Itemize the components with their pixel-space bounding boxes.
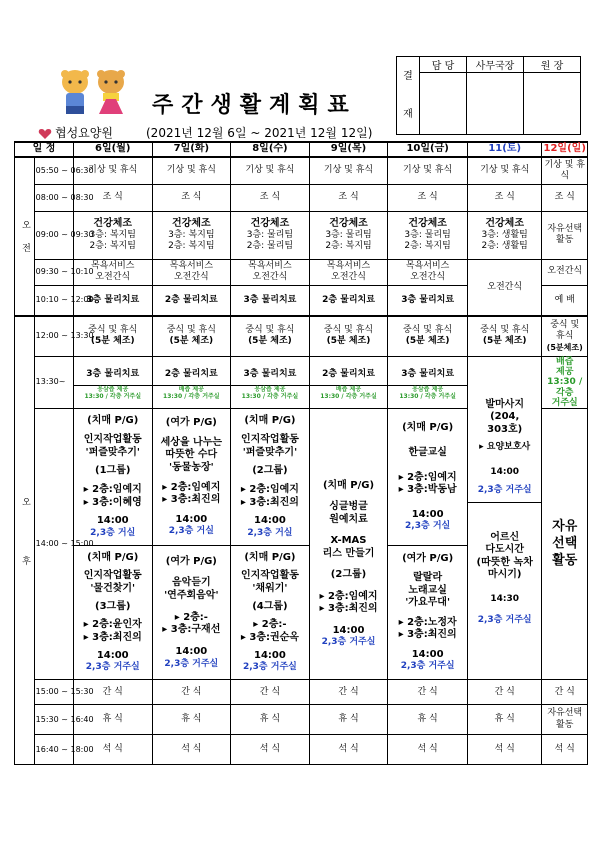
approval-col-manager: 사무국장 — [467, 57, 524, 73]
cell-line: 3층: 물리팀 — [246, 230, 294, 240]
cell-line: 각층 — [556, 387, 574, 398]
cell-line: ▸ 3층:최진의 — [319, 603, 378, 615]
cell: 조 식 — [542, 184, 588, 211]
cell-line: 2,3층 거주실 — [85, 662, 140, 673]
approval-col-staff: 담 당 — [420, 57, 467, 73]
cell: 오전간식 — [542, 259, 588, 285]
time-slot: 16:40 ~ 18:00 — [34, 735, 73, 765]
cell: 간 식 — [467, 680, 541, 705]
cell-line: 13:30 / 각층 거주실 — [163, 393, 220, 401]
cell — [542, 211, 588, 259]
cell-line: 목욕서비스 — [326, 260, 371, 271]
cell-line: ▸ 3층:최진의 — [162, 494, 221, 506]
time-slot: 13:30~ — [34, 356, 73, 409]
time-slot: 15:30 ~ 16:40 — [34, 705, 73, 735]
cell-line: 다도시간 — [485, 544, 524, 556]
cell-line: 3층: 물리팀 — [404, 230, 451, 240]
cell: 조 식 — [467, 184, 541, 211]
cell: 기상 및 휴식 — [388, 157, 468, 184]
cell — [467, 316, 541, 356]
cell-line: 3층: 생활팀 — [481, 230, 528, 240]
cell-line: ▸ 요양보호사 — [479, 442, 531, 453]
cell: 석 식 — [388, 735, 468, 765]
cell-line: 거주실 — [551, 397, 578, 408]
cell-line: 2,3층 거주실 — [400, 661, 455, 672]
cell-line: (5분 체조) — [248, 336, 292, 347]
col-header-mon: 6일(월) — [73, 142, 152, 157]
col-header-wed: 8일(수) — [231, 142, 310, 157]
cell-line: 인지작업활동 — [240, 570, 299, 582]
cell — [231, 211, 310, 259]
cell — [542, 409, 588, 680]
col-header-thu: 9일(목) — [309, 142, 388, 157]
cell-line: 중식 및 — [550, 320, 580, 330]
cell: 간 식 — [542, 680, 588, 705]
cell-line: 2층: 복지팀 — [168, 241, 215, 252]
cell-line: 건강체조 — [250, 217, 290, 229]
cell: 간 식 — [309, 680, 388, 705]
cell-line: '채워기' — [252, 582, 288, 594]
cell-line: 303호) — [487, 423, 523, 435]
cell-line: 랄랄라 — [413, 572, 443, 584]
cell-line: ▸ 2층:윤인자 — [83, 619, 142, 631]
cell-line: 따뜻한 수다 — [165, 449, 218, 461]
cell-line: 응삼즙 제공 — [97, 385, 129, 393]
time-slot: 09:00 ~ 09:30 — [34, 211, 73, 259]
cell — [152, 316, 231, 356]
cell — [542, 316, 588, 356]
cell-line: (치매 P/G) — [244, 415, 296, 427]
cell-line: 3층: 복지팀 — [89, 230, 136, 240]
cell-line: 14:00 — [96, 649, 129, 661]
cell: 조 식 — [231, 184, 310, 211]
cell: 간 식 — [73, 680, 152, 705]
cell-line: (204, — [490, 411, 520, 423]
cell-line: 활동 — [552, 552, 578, 568]
cell-line: 2,3층 거주실 — [477, 614, 532, 625]
cell-line: 목욕서비스 — [248, 260, 292, 271]
cell-line: (여가 P/G) — [165, 416, 217, 428]
cell — [231, 356, 310, 409]
cell-line: ▸ 3층:권순옥 — [240, 631, 299, 643]
col-header-fri: 10일(금) — [388, 142, 468, 157]
cell-line: 싱글벙글 — [329, 501, 368, 513]
cell-line: 중식 및 휴식 — [88, 325, 138, 335]
cell-line: '가요무대' — [405, 597, 451, 609]
cell — [388, 316, 468, 356]
cell-line: 오전간식 — [252, 272, 288, 282]
cell-line: 14:00 — [254, 649, 286, 661]
cell-line: (2그룹) — [330, 569, 367, 581]
signature-box-director — [524, 73, 581, 135]
cell-line: 2층 물리치료 — [153, 364, 231, 386]
cell: 휴 식 — [73, 705, 152, 735]
time-slot: 14:00 ~ 15:00 — [34, 409, 73, 680]
cell-line: (5분체조) — [546, 342, 583, 352]
cell: 휴 식 — [152, 705, 231, 735]
cell-line: 활동 — [556, 235, 574, 245]
cell-line: 한글교실 — [408, 446, 447, 458]
cell-line: 3층: 물리팀 — [325, 230, 372, 240]
cell: 조 식 — [73, 184, 152, 211]
time-slot: 09:30 ~ 10:10 — [34, 259, 73, 285]
cell-line: '물건찾기' — [90, 582, 136, 594]
cell-line: 인지작업활동 — [83, 434, 142, 446]
cell — [231, 409, 310, 680]
cell-line: 건강체조 — [93, 217, 133, 229]
cell — [388, 356, 468, 409]
cell-line: 배즙 제공 — [335, 385, 362, 393]
mascot-boy-icon — [58, 68, 92, 116]
cell: 석 식 — [309, 735, 388, 765]
cell: 조 식 — [309, 184, 388, 211]
cell-line: (4그룹) — [252, 600, 288, 612]
cell-line: 세상을 나누는 — [160, 436, 223, 448]
cell: 석 식 — [231, 735, 310, 765]
cell-line: 활동 — [556, 719, 574, 730]
cell: 예 배 — [542, 285, 588, 316]
cell: 석 식 — [73, 735, 152, 765]
cell-line: ▸ 3층:박동남 — [398, 484, 457, 496]
cell — [388, 211, 468, 259]
col-header-period: 일 정 — [15, 142, 74, 157]
cell-line: 2,3층 거주실 — [242, 662, 297, 673]
cell — [542, 356, 588, 409]
cell: 기상 및 휴식 — [231, 157, 310, 184]
cell-line: '퍼즐맞추기' — [85, 446, 140, 458]
time-slot: 10:10 ~ 12:00 — [34, 285, 73, 316]
cell: 기상 및 휴식 — [152, 157, 231, 184]
date-range: (2021년 12월 6일 ~ 2021년 12월 12일) — [146, 126, 373, 140]
cell: 조 식 — [388, 184, 468, 211]
cell-line: ▸ 2층:임예지 — [162, 481, 221, 493]
cell-line: 2층: 복지팀 — [325, 241, 372, 252]
cell-line: 2,3층 거실 — [168, 526, 214, 537]
cell-line: 2,3층 거주실 — [321, 637, 376, 648]
cell-line: ▸ 3층:최진의 — [240, 496, 299, 508]
cell-line: 2,3층 거실 — [247, 527, 293, 538]
cell: 간 식 — [231, 680, 310, 705]
cell-line: 중식 및 휴식 — [480, 325, 530, 335]
approval-col-director: 원 장 — [524, 57, 581, 73]
cell-line: (여가 P/G) — [165, 555, 217, 567]
cell — [231, 259, 310, 285]
cell-line: 2층: 복지팀 — [404, 241, 451, 252]
cell: 3층 물리치료 — [388, 285, 468, 316]
cell-line: 13:30 / 각층 거주실 — [320, 393, 377, 401]
cell: 석 식 — [542, 735, 588, 765]
col-header-sat: 11(토) — [467, 142, 541, 157]
cell-line: 3층 물리치료 — [388, 364, 467, 386]
cell-line: (치매 P/G) — [402, 421, 454, 433]
cell — [73, 356, 152, 409]
cell — [152, 409, 231, 680]
cell-line: X-MAS — [330, 535, 367, 547]
cell-line: 건강체조 — [408, 217, 447, 229]
signature-box-staff — [420, 73, 467, 135]
cell-line: ▸ 3층:최진의 — [398, 629, 457, 641]
cell-line: (치매 P/G) — [244, 551, 296, 563]
cell-line: 13:30 / — [547, 377, 583, 388]
cell: 휴 식 — [388, 705, 468, 735]
cell-line: (5분 체조) — [405, 336, 450, 347]
cell — [309, 356, 388, 409]
cell-line: 2,3층 거주실 — [477, 484, 532, 495]
cell-line: (5분 체조) — [169, 336, 214, 347]
time-slot: 05:50 ~ 06:30 — [34, 157, 73, 184]
cell-line: 2층: 복지팀 — [89, 241, 136, 252]
cell-line: 3층 물리치료 — [74, 364, 152, 386]
cell-line: 13:30 / 각층 거주실 — [399, 393, 456, 401]
cell-line: (치매 P/G) — [87, 415, 139, 427]
cell-line: 중식 및 휴식 — [245, 325, 295, 335]
cell-line: 인지작업활동 — [83, 570, 142, 582]
cell: 휴 식 — [231, 705, 310, 735]
cell-line: ▸ 3층:이혜영 — [83, 496, 142, 508]
cell-line: (5분 체조) — [90, 336, 135, 347]
cell-line: (5분 체조) — [482, 336, 527, 347]
cell — [542, 705, 588, 735]
cell-line: 원예치료 — [329, 513, 368, 525]
cell-line: 2층: 생활팀 — [481, 241, 528, 252]
cell-line: 14:00 — [411, 648, 444, 660]
cell-line: (치매 P/G) — [322, 479, 375, 491]
cell-line: (따뜻한 녹차 — [476, 556, 533, 568]
page-title: 주간생활계획표 — [152, 93, 357, 118]
cell: 휴 식 — [467, 705, 541, 735]
cell — [309, 409, 388, 680]
cell-line: 14:00 — [175, 513, 208, 525]
cell — [467, 356, 541, 680]
signature-box-manager — [467, 73, 524, 135]
cell-line: 마시기) — [487, 569, 522, 581]
cell — [152, 211, 231, 259]
org-label: 협성요양원 — [55, 126, 113, 140]
cell-line: (2그룹) — [252, 465, 288, 477]
cell-line: 목욕서비스 — [169, 260, 214, 271]
cell-line: 3층: 복지팀 — [168, 230, 215, 240]
cell-line: 오전간식 — [410, 272, 446, 282]
cell-line: 중식 및 휴식 — [323, 325, 374, 335]
cell: 3층 물리치료 — [231, 285, 310, 316]
time-slot: 08:00 ~ 08:30 — [34, 184, 73, 211]
cell-line: 2,3층 거실 — [90, 527, 136, 538]
approval-box — [396, 56, 581, 135]
cell-line: 14:30 — [490, 593, 520, 604]
cell-line: 2,3층 거주실 — [164, 658, 219, 669]
cell-line: 어르신 — [490, 531, 520, 543]
cell-line: 중식 및 휴식 — [403, 325, 453, 335]
cell-line: (3그룹) — [95, 600, 131, 612]
cell-line: 3층 물리치료 — [231, 364, 309, 386]
cell: 기상 및 휴식 — [467, 157, 541, 184]
cell-line: 오전간식 — [173, 272, 209, 282]
cell-line: ▸ 3층:최진의 — [83, 631, 142, 643]
mascot-girl-icon — [94, 68, 128, 116]
cell-line: ▸ 2층:임예지 — [398, 471, 457, 483]
cell: 3층 물리치료 — [73, 285, 152, 316]
cell-line: '연주회음악' — [164, 589, 219, 601]
cell: 오전간식 — [467, 259, 541, 316]
cell-line: 14:00 — [96, 515, 129, 527]
section-pm: 오 후 — [15, 316, 35, 765]
org-name — [38, 124, 113, 141]
cell-line: ▸ 2층:노정자 — [398, 616, 457, 628]
cell-line: 건강체조 — [485, 217, 524, 229]
cell: 석 식 — [467, 735, 541, 765]
cell-line: (1그룹) — [95, 465, 131, 477]
cell-line: ▸ 2층:- — [253, 619, 287, 631]
cell-line: 응삼즙 제공 — [254, 385, 286, 393]
cell-line: '동물농장' — [168, 461, 214, 473]
cell — [309, 211, 388, 259]
cell-line: 제공 — [556, 366, 574, 377]
cell-line: (5분 체조) — [326, 336, 371, 347]
cell: 기상 및 휴식 — [309, 157, 388, 184]
cell-line: 2,3층 거실 — [405, 521, 451, 532]
cell-line: 배즙 — [556, 356, 574, 367]
time-slot: 15:00 ~ 15:30 — [34, 680, 73, 705]
cell — [388, 259, 468, 285]
cell-line: 자유선택 — [547, 223, 583, 234]
col-header-tue: 7일(화) — [152, 142, 231, 157]
cell-line: 음악듣기 — [172, 577, 211, 589]
cell: 휴 식 — [309, 705, 388, 735]
cell-line: 14:00 — [175, 646, 208, 658]
cell — [152, 356, 231, 409]
cell-line: 노래교실 — [408, 584, 447, 596]
cell-line: 오전간식 — [95, 272, 131, 282]
cell-line: 건강체조 — [329, 217, 368, 229]
cell-line: ▸ 2층:임예지 — [319, 590, 378, 602]
cell-line: 14:00 — [254, 515, 286, 527]
cell-line: 2층 물리치료 — [310, 364, 388, 386]
cell-line: 배즙 제공 — [178, 385, 204, 393]
cell-line: 14:00 — [411, 508, 444, 520]
cell-line: ▸ 2층:- — [174, 611, 208, 623]
cell-line: 자유 — [552, 518, 578, 534]
cell: 간 식 — [152, 680, 231, 705]
cell-line: ▸ 2층:임예지 — [240, 484, 299, 496]
cell-line: 13:30 / 각층 거주실 — [84, 393, 141, 401]
cell-line: 2층: 물리팀 — [246, 241, 294, 252]
cell-line: 응삼즙 제공 — [412, 385, 444, 393]
cell-line: 자유선택 — [547, 708, 583, 719]
cell: 간 식 — [388, 680, 468, 705]
cell-line: 14:00 — [490, 467, 520, 478]
cell-line: 선택 — [552, 535, 578, 551]
cell — [309, 316, 388, 356]
cell — [467, 211, 541, 259]
cell-line: 리스 만들기 — [322, 547, 375, 559]
cell-line: 발마사지 — [485, 398, 524, 410]
cell-line: 13:30 / 각층 거주실 — [241, 393, 299, 401]
approval-label: 결 재 — [397, 57, 420, 135]
cell — [309, 259, 388, 285]
cell-line: 목욕서비스 — [90, 260, 135, 271]
heart-logo-icon — [38, 128, 52, 140]
cell — [152, 259, 231, 285]
cell-line: ▸ 3층:구재선 — [162, 624, 221, 636]
cell-line: (치매 P/G) — [87, 551, 139, 563]
cell-line: '퍼즐맞추기' — [242, 446, 298, 458]
cell: 2층 물리치료 — [309, 285, 388, 316]
time-slot: 12:00 ~ 13:30 — [34, 316, 73, 356]
cell: 기상 및 휴식 — [73, 157, 152, 184]
cell — [388, 409, 468, 680]
cell: 2층 물리치료 — [152, 285, 231, 316]
cell-line: 건강체조 — [172, 217, 211, 229]
cell-line: 중식 및 휴식 — [166, 325, 216, 335]
cell: 석 식 — [152, 735, 231, 765]
cell-line: 인지작업활동 — [240, 434, 299, 446]
section-am: 오 전 — [15, 157, 35, 316]
col-header-sun: 12일(일) — [542, 142, 588, 157]
weekly-schedule-table — [14, 141, 588, 765]
cell: 기상 및 휴식 — [542, 157, 588, 184]
cell: 조 식 — [152, 184, 231, 211]
cell-line: 목욕서비스 — [405, 260, 450, 271]
cell-line: 14:00 — [332, 624, 365, 636]
cell — [231, 316, 310, 356]
cell-line: ▸ 2층:임예지 — [83, 484, 142, 496]
cell-line: 오전간식 — [331, 272, 366, 282]
cell-line: (여가 P/G) — [402, 553, 454, 565]
cell-line: 휴식 — [556, 331, 574, 342]
